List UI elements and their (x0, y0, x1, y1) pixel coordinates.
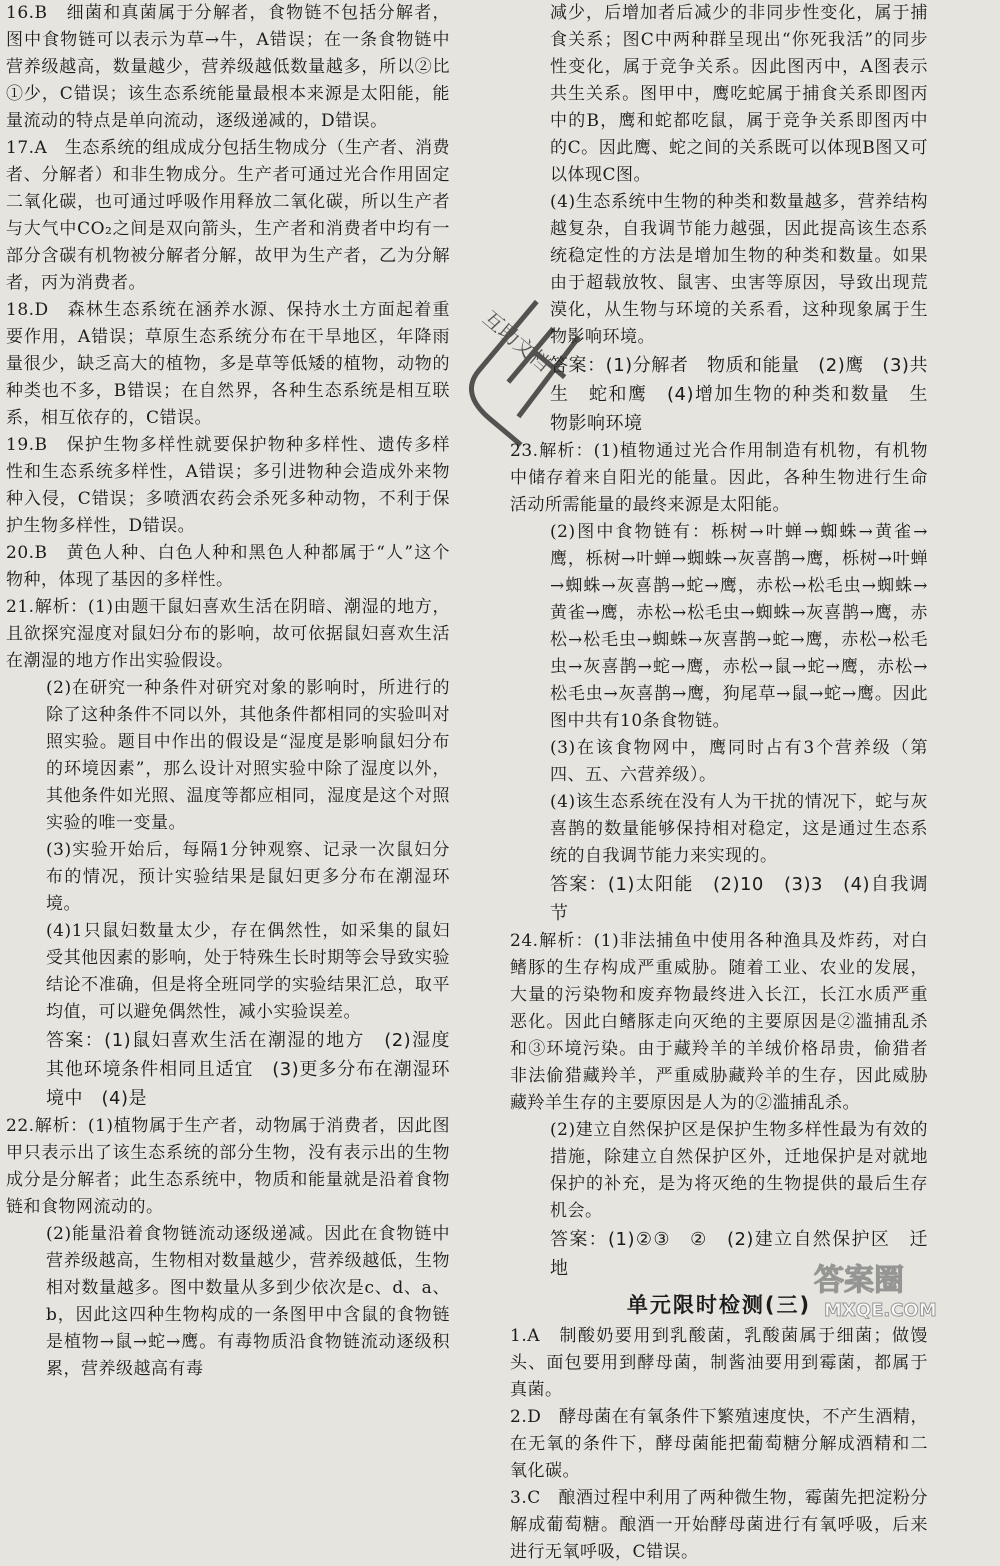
explanation-paragraph: (4)生态系统中生物的种类和数量越多，营养结构越复杂，自我调节能力越强，因此提高该生态系统稳定性的方法是增加生物的种类和数量。如果由于超载放牧、鼠害、虫害等原因，导致出现荒漠化，从生物与环境的关系看，这种现象属于生物影响环境。 (550, 192, 928, 347)
explanation-paragraph: 23.解析：(1)植物通过光合作用制造有机物，有机物中储存着来自阳光的能量。因此，各种生物进行生命活动所需能量的最终来源是太阳能。 (510, 441, 928, 515)
explanation-paragraph: (2)建立自然保护区是保护生物多样性最为有效的措施，除建立自然保护区外，迁地保护是对就地保护的补充，是为将灭绝的生物提供的最后生存机会。 (550, 1120, 928, 1221)
explanation-paragraph: 20.B 黄色人种、白色人种和黑色人种都属于“人”这个物种，体现了基因的多样性。 (6, 543, 450, 590)
explanation-paragraph: 22.解析：(1)植物属于生产者，动物属于消费者，因此图甲只表示出了该生态系统的部分生物，没有表示出的生物成分是分解者；此生态系统中，物质和能量就是沿着食物链和食物网流动的。 (6, 1116, 450, 1217)
answer-line: 答案：(1)分解者 物质和能量 (2)鹰 (3)共生 蛇和鹰 (4)增加生物的种类和数量 生物影响环境 (550, 355, 928, 434)
explanation-paragraph: 21.解析：(1)由题干鼠妇喜欢生活在阴暗、潮湿的地方，且欲探究湿度对鼠妇分布的影响，故可依据鼠妇喜欢生活在潮湿的地方作出实验假设。 (6, 597, 450, 671)
explanation-paragraph: (2)图中食物链有：栎树→叶蝉→蜘蛛→黄雀→鹰，栎树→叶蝉→蜘蛛→灰喜鹊→鹰，栎树→叶蝉→蜘蛛→灰喜鹊→蛇→鹰，赤松→松毛虫→蜘蛛→黄雀→鹰，赤松→松毛虫→蜘蛛→灰喜鹊→鹰，赤松→松毛虫→蜘蛛→灰喜鹊→蛇→鹰，赤松→松毛虫→灰喜鹊→蛇→鹰，赤松→鼠→蛇→鹰，赤松→松毛虫→灰喜鹊→鹰，狗尾草→鼠→蛇→鹰。因此图中共有10条食物链。 (550, 522, 928, 731)
explanation-paragraph: (3)实验开始后，每隔1分钟观察、记录一次鼠妇分布的情况，预计实验结果是鼠妇更多分布在潮湿环境。 (46, 840, 450, 914)
explanation-paragraph: 3.C 酿酒过程中利用了两种微生物，霉菌先把淀粉分解成葡萄糖。酿酒一开始酵母菌进行有氧呼吸，后来进行无氧呼吸，C错误。 (510, 1488, 928, 1562)
explanation-paragraph: 18.D 森林生态系统在涵养水源、保持水土方面起着重要作用，A错误；草原生态系统分布在干旱地区，年降雨量很少，缺乏高大的植物，多是草等低矮的植物，动物的种类也不多，B错误；在自然界，各种生态系统是相互联系，相互依存的，C错误。 (6, 300, 450, 428)
watermark-line1: 答案圈 (814, 1263, 904, 1298)
stamp-text: 互助文档 (478, 306, 556, 376)
explanation-paragraph: 19.B 保护生物多样性就要保护物种多样性、遗传多样性和生态系统多样性，A错误；多引进物种会造成外来物种入侵，C错误；多喷洒农药会杀死多种动物，不利于保护生物多样性，D错误。 (6, 435, 450, 536)
answer-line: 答案：(1)太阳能 (2)10 (3)3 (4)自我调节 (550, 874, 928, 924)
right-column (510, 0, 928, 1566)
answer-line: 答案：(1)②③ ② (2)建立自然保护区 迁地 (550, 1229, 928, 1279)
watermark-line2: MXQE.COM (824, 1300, 937, 1321)
explanation-paragraph: (2)在研究一种条件对研究对象的影响时，所进行的除了这种条件不同以外，其他条件都相同的实验叫对照实验。题目中作出的假设是“湿度是影响鼠妇分布的环境因素”，那么设计对照实验中除了湿度以外，其他条件如光照、温度等都应相同，湿度是这个对照实验的唯一变量。 (46, 678, 450, 833)
explanation-paragraph: (2)能量沿着食物链流动逐级递减。因此在食物链中营养级越高，生物相对数量越少，营养级越低，生物相对数量越多。图中数量从多到少依次是c、d、a、b，因此这四种生物构成的一条图甲中含鼠的食物链是植物→鼠→蛇→鹰。有毒物质沿食物链流动逐级积累，营养级越高有毒 (46, 1224, 450, 1379)
explanation-paragraph: 1.A 制酸奶要用到乳酸菌，乳酸菌属于细菌；做馒头、面包要用到酵母菌，制酱油要用到霉菌，都属于真菌。 (510, 1326, 928, 1400)
explanation-paragraph: (4)1只鼠妇数量太少，存在偶然性，如采集的鼠妇受其他因素的影响，处于特殊生长时期等会导致实验结论不准确，但是将全班同学的实验结果汇总，取平均值，可以避免偶然性，减小实验误差。 (46, 921, 450, 1022)
explanation-paragraph: (3)在该食物网中，鹰同时占有3个营养级（第四、五、六营养级）。 (550, 738, 928, 785)
answer-line: 答案：(1)鼠妇喜欢生活在潮湿的地方 (2)湿度 其他环境条件相同且适宜 (3)更多分布在潮湿环境中 (4)是 (46, 1030, 469, 1109)
explanation-paragraph: 24.解析：(1)非法捕鱼中使用各种渔具及炸药，对白鳍豚的生存构成严重威胁。随着工业、农业的发展，大量的污染物和废弃物最终进入长江，长江水质严重恶化。因此白鳍豚走向灭绝的主要原因是②滥捕乱杀和③环境污染。由于藏羚羊的羊绒价格昂贵，偷猎者非法偷猎藏羚羊，严重威胁藏羚羊的生存，因此威胁藏羚羊生存的主要原因是人为的②滥捕乱杀。 (510, 931, 928, 1113)
explanation-paragraph: 16.B 细菌和真菌属于分解者，食物链不包括分解者，图中食物链可以表示为草→牛，A错误；在一条食物链中营养级越高，数量越少，营养级越低数量越多，所以②比①少，C错误；该生态系统能量最根本来源是太阳能，能量流动的特点是单向流动，逐级递减的，D错误。 (6, 3, 450, 131)
left-column (6, 0, 469, 1383)
explanation-paragraph: 17.A 生态系统的组成成分包括生物成分（生产者、消费者、分解者）和非生物成分。生产者可通过光合作用固定二氧化碳，也可通过呼吸作用释放二氧化碳，所以生产者与大气中CO₂之间是双向箭头，生产者和消费者中均有一部分含碳有机物被分解者分解，故甲为生产者，乙为分解者，丙为消费者。 (6, 138, 450, 293)
explanation-paragraph: 2.D 酵母菌在有氧条件下繁殖速度快，不产生酒精，在无氧的条件下，酵母菌能把葡萄糖分解成酒精和二氧化碳。 (510, 1407, 928, 1481)
explanation-paragraph: (4)该生态系统在没有人为干扰的情况下，蛇与灰喜鹊的数量能够保持相对稳定，这是通过生态系统的自我调节能力来实现的。 (550, 792, 928, 866)
explanation-paragraph: 减少，后增加者后减少的非同步性变化，属于捕食关系；图C中两种群呈现出“你死我活”的同步性变化，属于竞争关系。因此图丙中，A图表示共生关系。图甲中，鹰吃蛇属于捕食关系即图丙中的B，鹰和蛇都吃鼠，属于竞争关系即图丙中的C。因此鹰、蛇之间的关系既可以体现B图又可以体现C图。 (550, 3, 928, 185)
section-title: 单元限时检测(三) (626, 1293, 812, 1317)
